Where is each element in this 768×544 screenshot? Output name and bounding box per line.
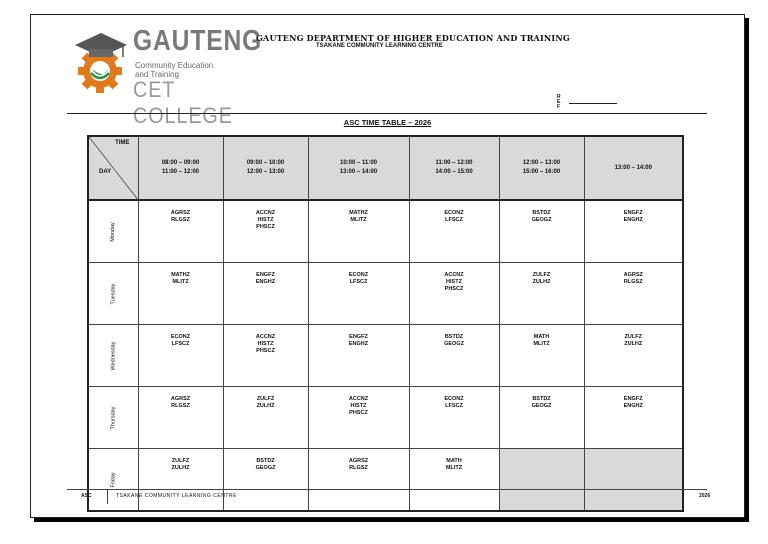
subject-code: GEOGZ — [255, 465, 276, 471]
timetable-cell — [584, 263, 683, 325]
timetable-cell — [308, 200, 409, 263]
subject-code: BSTDZ — [532, 396, 551, 402]
time-slot-header — [223, 136, 308, 200]
logo-wordmark: GAUTENG — [133, 25, 263, 57]
subject-code: LFSCZ — [171, 341, 190, 347]
subject-code: RLGSZ — [171, 217, 190, 223]
day-label: Monday — [110, 221, 117, 242]
subject-code: GEOGZ — [531, 217, 552, 223]
timetable-cell — [308, 387, 409, 449]
footer-left-text: ASC — [81, 493, 92, 499]
logo-subtitle: CET COLLEGE — [133, 77, 233, 128]
subject-code: ECONZ — [348, 272, 369, 278]
timetable-cell — [409, 449, 499, 512]
timetable-cell — [223, 200, 308, 263]
college-logo — [73, 25, 263, 128]
subject-code: BSTDZ — [532, 210, 551, 216]
subject-code: AGRSZ — [170, 396, 191, 402]
time-slot-line: 12:00 – 13:00 — [246, 169, 285, 175]
subject-code: GEOGZ — [444, 341, 464, 347]
timetable-body — [88, 200, 683, 511]
timetable-cell — [499, 449, 584, 512]
reference-label: R E F — [557, 94, 561, 110]
graduation-cap-gear-logo-icon — [73, 29, 133, 99]
time-slot-line: 14:00 – 15:00 — [435, 169, 473, 175]
footer-separator — [107, 490, 108, 504]
subject-code: ACCNZ — [348, 396, 369, 402]
subject-code: MLITZ — [350, 217, 367, 223]
timetable-row — [88, 200, 683, 263]
subject-code: HISTZ — [257, 341, 274, 347]
subject-code: AGRSZ — [348, 458, 369, 464]
time-slot-header — [308, 136, 409, 200]
day-label: Wednesday — [110, 341, 117, 370]
timetable-cell — [223, 325, 308, 387]
logo-tagline: Community Education and Training — [135, 61, 214, 79]
timetable-cell — [409, 263, 499, 325]
timetable-row — [88, 387, 683, 449]
timetable-cell — [308, 263, 409, 325]
subject-code: ENGHZ — [623, 403, 643, 409]
subject-code: ECONZ — [444, 396, 464, 402]
subject-code: MATH — [533, 334, 550, 340]
day-cell — [88, 449, 138, 512]
timetable-cell — [499, 263, 584, 325]
footer-divider — [67, 489, 707, 490]
reference-field-line — [569, 103, 617, 104]
timetable-cell — [138, 449, 223, 512]
time-slot-line: 13:00 – 14:00 — [339, 169, 378, 175]
subject-code: ENGHZ — [255, 279, 276, 285]
timetable-cell — [138, 387, 223, 449]
timetable-cell — [223, 263, 308, 325]
subject-code: MLITZ — [445, 465, 463, 471]
timetable-cell — [223, 387, 308, 449]
subject-code: GEOGZ — [531, 403, 552, 409]
timetable-row — [88, 449, 683, 512]
subject-code: MATHZ — [349, 210, 368, 216]
subject-code: ZULFZ — [532, 272, 551, 278]
subject-code: ZULFZ — [256, 396, 275, 402]
timetable-cell — [308, 449, 409, 512]
subject-code: ZULFZ — [624, 334, 642, 340]
subject-code: LFSCZ — [349, 279, 368, 285]
subject-code: AGRSZ — [170, 210, 191, 216]
corner-day-label: DAY — [99, 169, 112, 175]
day-label: Friday — [110, 471, 117, 488]
timetable-cell — [584, 325, 683, 387]
document-page — [30, 14, 745, 518]
timetable-cell — [308, 325, 409, 387]
day-cell — [88, 325, 138, 387]
timetable-cell — [409, 325, 499, 387]
subject-code: HISTZ — [350, 403, 367, 409]
timetable-cell — [499, 387, 584, 449]
time-slot-line: 11:00 – 12:00 — [161, 169, 200, 175]
timetable-row — [88, 325, 683, 387]
timetable-cell — [499, 325, 584, 387]
subject-code: ZULHZ — [171, 465, 190, 471]
timetable-header-row — [88, 136, 683, 200]
subject-code: MATHZ — [171, 272, 190, 278]
subject-code: MATH — [446, 458, 462, 464]
time-slot-line: 12:00 – 13:00 — [522, 160, 561, 166]
subject-code: RLGSZ — [171, 403, 190, 409]
subject-code: ENGHZ — [623, 217, 643, 223]
timetable-cell — [409, 200, 499, 263]
footer-year: 2026 — [699, 493, 711, 499]
subject-code: ZULHZ — [256, 403, 275, 409]
day-cell — [88, 263, 138, 325]
subject-code: PHSCZ — [256, 224, 275, 230]
subject-code: ENGFZ — [256, 272, 275, 278]
subject-code: ENGHZ — [348, 341, 369, 347]
time-slot-line: 13:00 – 14:00 — [614, 164, 652, 171]
day-cell — [88, 200, 138, 263]
subject-code: ENGFZ — [623, 210, 643, 216]
subject-code: BSTDZ — [444, 334, 464, 340]
subject-code: ACCNZ — [444, 272, 464, 278]
subject-code: PHSCZ — [256, 348, 275, 354]
time-slot-line: 09:00 – 10:00 — [246, 160, 285, 166]
timetable-row — [88, 263, 683, 325]
subject-code: BSTDZ — [256, 458, 275, 464]
timetable-cell — [138, 263, 223, 325]
time-slot-line: 08:00 – 09:00 — [161, 160, 200, 166]
subject-code: HISTZ — [446, 279, 462, 285]
day-label: Tuesday — [110, 283, 117, 304]
time-slot-header — [409, 136, 499, 200]
subject-code: ECONZ — [444, 210, 464, 216]
subject-code: LFSCZ — [445, 403, 463, 409]
timetable-cell — [138, 325, 223, 387]
day-cell — [88, 387, 138, 449]
subject-code: ACCNZ — [255, 334, 276, 340]
subject-code: RLGSZ — [349, 465, 368, 471]
timetable-cell — [223, 449, 308, 512]
time-slot-line: 10:00 – 11:00 — [339, 160, 378, 166]
subject-code: ENGFZ — [349, 334, 368, 340]
time-slot-header — [584, 136, 683, 200]
department-title: GAUTENG DEPARTMENT OF HIGHER EDUCATION AND TRAINING — [256, 33, 570, 43]
timetable-cell — [409, 387, 499, 449]
time-slot-header — [499, 136, 584, 200]
subject-code: PHSCZ — [349, 410, 368, 416]
time-slot-line: 11:00 – 12:00 — [435, 160, 473, 166]
subject-code: ENGFZ — [623, 396, 643, 402]
time-slot-header — [138, 136, 223, 200]
time-slot-line: 15:00 – 16:00 — [522, 169, 561, 175]
subject-code: LFSCZ — [445, 217, 463, 223]
timetable-cell — [138, 200, 223, 263]
centre-name: TSAKANE COMMUNITY LEARNING CENTRE — [316, 43, 443, 49]
timetable-title: ASC TIME TABLE – 2026 — [343, 118, 432, 127]
subject-code: PHSCZ — [444, 286, 464, 292]
subject-code: ACCNZ — [255, 210, 276, 216]
timetable-cell — [499, 200, 584, 263]
corner-diagonal — [89, 137, 138, 199]
corner-cell — [88, 136, 138, 200]
header-divider — [67, 113, 707, 114]
subject-code: RLGSZ — [623, 279, 643, 285]
timetable-cell — [584, 387, 683, 449]
day-label: Thursday — [110, 406, 117, 429]
timetable — [87, 135, 684, 512]
subject-code: ZULHZ — [532, 279, 551, 285]
subject-code: HISTZ — [257, 217, 274, 223]
subject-code: MLITZ — [172, 279, 189, 285]
subject-code: ECONZ — [170, 334, 191, 340]
subject-code: ZULFZ — [171, 458, 190, 464]
footer-centre-text: TSAKANE COMMUNITY LEARNING CENTRE — [116, 493, 237, 499]
timetable-cell — [584, 200, 683, 263]
subject-code: AGRSZ — [623, 272, 643, 278]
timetable-cell — [584, 449, 683, 512]
subject-code: ZULHZ — [624, 341, 643, 347]
corner-time-label: TIME — [115, 140, 130, 146]
subject-code: MLITZ — [533, 341, 550, 347]
